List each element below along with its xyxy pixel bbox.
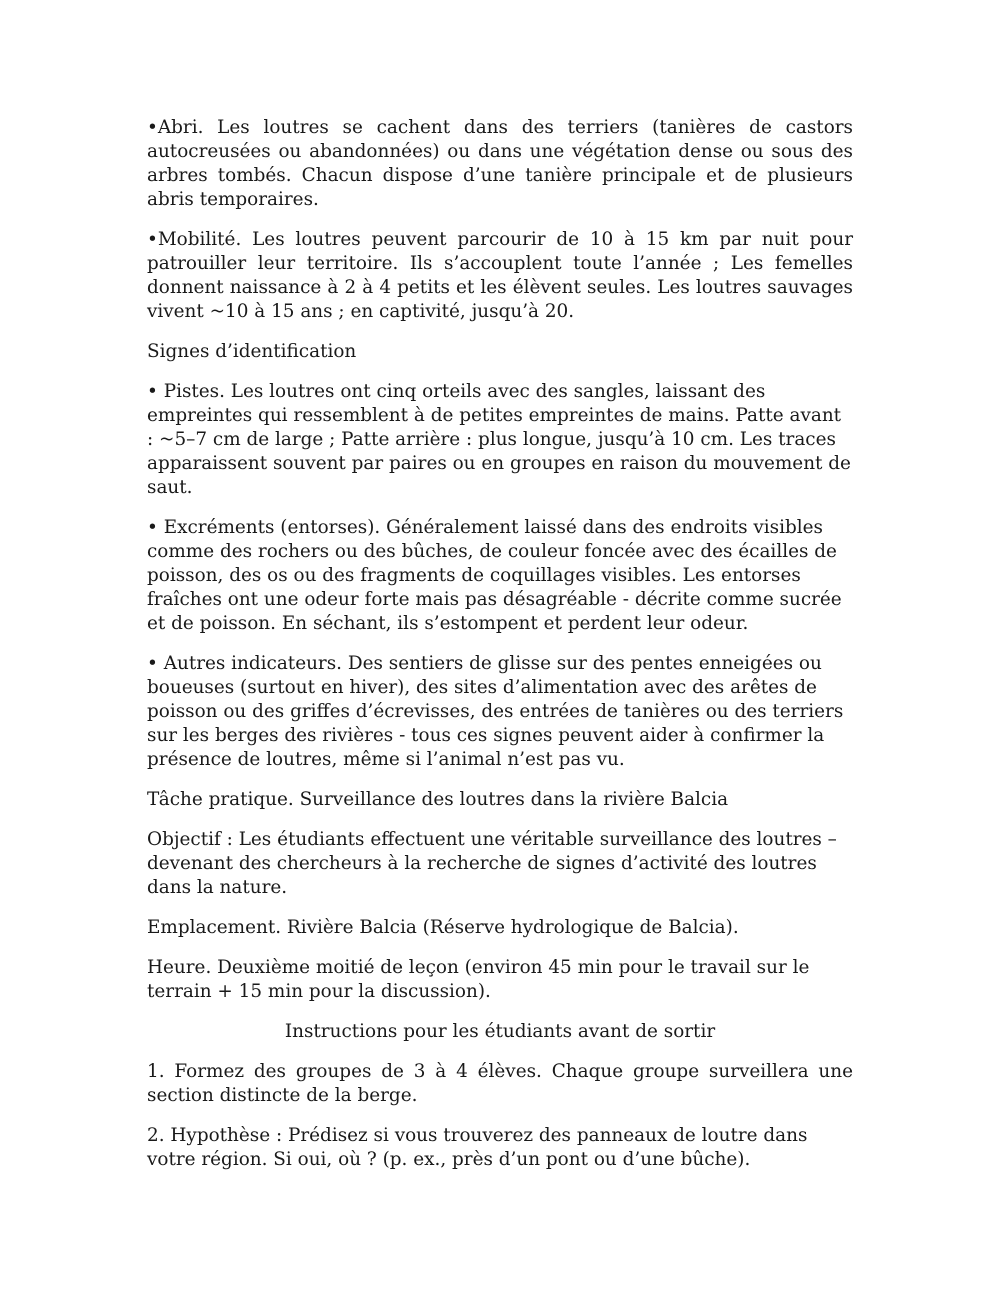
instructions-heading: Instructions pour les étudiants avant de sortir	[284, 1021, 716, 1042]
paragraph-mobility: •Mobilité. Les loutres peuvent parcourir de 10 à 15 km par nuit pour patrouiller leur territoire. Ils s’accouplent toute l’année ; Les femelles donnent naissance à 2 à 4 petits et les élèvent seules. Les loutres sauvages vivent ~10 à 15 ans ; en captivité, jusqu’à 20.	[147, 229, 853, 322]
instruction-step-1: 1. Formez des groupes de 3 à 4 élèves. Chaque groupe surveillera une section distincte de la berge.	[147, 1061, 853, 1106]
section-heading-identification: Signes d’identification	[147, 341, 357, 362]
paragraph-location: Emplacement. Rivière Balcia (Réserve hydrologique de Balcia).	[147, 917, 739, 938]
paragraph-droppings: • Excréments (entorses). Généralement laissé dans des endroits visibles comme des rochers ou des bûches, de couleur foncée avec des écailles de poisson, des os ou des fragments de coquillages visibles. Les entorses fraîches ont une odeur forte mais pas désagréable - décrite comme sucrée et de poisson. En séchant, ils s’estompent et perdent leur odeur.	[147, 517, 842, 634]
paragraph-objective: Objectif : Les étudiants effectuent une véritable surveillance des loutres – devenant des chercheurs à la recherche de signes d’activité des loutres dans la nature.	[147, 829, 837, 898]
paragraph-shelter: •Abri. Les loutres se cachent dans des terriers (tanières de castors autocreusées ou abandonnées) ou dans une végétation dense ou sous des arbres tombés. Chacun dispose d’une tanière principale et de plusieurs abris temporaires.	[147, 117, 853, 210]
document-page	[147, 116, 853, 1188]
paragraph-other-indicators: • Autres indicateurs. Des sentiers de glisse sur des pentes enneigées ou boueuses (surtout en hiver), des sites d’alimentation avec des arêtes de poisson ou des griffes d’écrevisses, des entrées de tanières ou des terriers sur les berges des rivières - tous ces signes peuvent aider à confirmer la présence de loutres, même si l’animal n’est pas vu.	[147, 653, 844, 770]
paragraph-time: Heure. Deuxième moitié de leçon (environ 45 min pour le travail sur le terrain + 15 min pour la discussion).	[147, 957, 810, 1002]
paragraph-tracks: • Pistes. Les loutres ont cinq orteils avec des sangles, laissant des empreintes qui ressemblent à de petites empreintes de mains. Patte avant : ~5–7 cm de large ; Patte arrière : plus longue, jusqu’à 10 cm. Les traces apparaissent souvent par paires ou en groupes en raison du mouvement de saut.	[147, 381, 851, 498]
practical-task-title: Tâche pratique. Surveillance des loutres dans la rivière Balcia	[147, 789, 729, 810]
instruction-step-2: 2. Hypothèse : Prédisez si vous trouverez des panneaux de loutre dans votre région. Si oui, où ? (p. ex., près d’un pont ou d’une bûche).	[147, 1125, 808, 1170]
